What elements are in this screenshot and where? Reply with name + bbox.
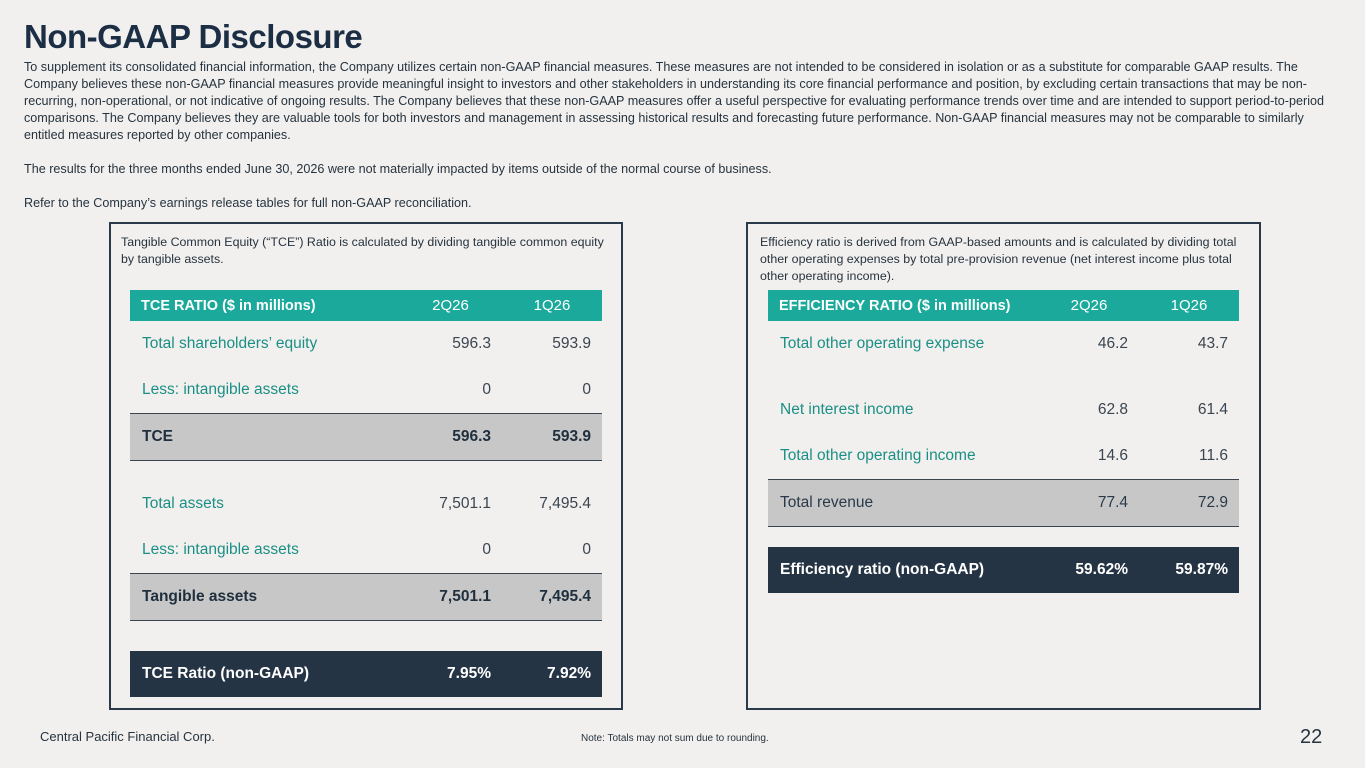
- row-value-1q26: 0: [582, 381, 591, 398]
- table-subtotal-row: [768, 479, 1239, 527]
- table-row: [768, 433, 1239, 479]
- row-value-2q26: 46.2: [1097, 335, 1128, 352]
- row-label: Less: intangible assets: [142, 541, 299, 558]
- row-value-2q26: 14.6: [1097, 447, 1128, 464]
- header-label: TCE RATIO ($ in millions): [141, 297, 316, 314]
- table-row: [768, 321, 1239, 367]
- tce-description: Tangible Common Equity (“TCE”) Ratio is calculated by dividing tangible common equity by tangible assets.: [121, 235, 604, 266]
- row-value-1q26: 59.87%: [1175, 561, 1228, 578]
- intro-paragraph: To supplement its consolidated financial information, the Company utilizes certain non-GAAP financial measures. These measures are not intended to be considered in isolation or as a substitute for comparable GAAP results. The Company believes these non-GAAP financial measures provide meaningful insight to investors and other stakeholders in understanding its core financial performance and position, by excluding certain transactions that may be non-recurring, non-operational, or not indicative of ongoing results. The Company believes that these non-GAAP measures offer a useful perspective for evaluating performance trends over time and are intended to support period-to-period comparisons. The Company believes they are valuable tools for both investors and management in assessing historical results and forecasting future performance. Non-GAAP financial measures may not be comparable to similarly entitled measures reported by other companies.: [24, 60, 1325, 142]
- header-col-2q26: 2Q26: [432, 297, 469, 314]
- page-number: 22: [1300, 726, 1323, 748]
- table-total-row: [768, 547, 1239, 593]
- efficiency-description: Efficiency ratio is derived from GAAP-based amounts and is calculated by dividing total other operating expenses by total pre-provision revenue (net interest income plus total other operating income).: [760, 235, 1237, 283]
- company-name: Central Pacific Financial Corp.: [40, 729, 215, 744]
- row-value-1q26: 7.92%: [547, 665, 591, 682]
- row-value-1q26: 61.4: [1197, 401, 1228, 418]
- intro-paragraph: Refer to the Company’s earnings release tables for full non-GAAP reconciliation.: [24, 196, 472, 210]
- row-value-2q26: 596.3: [452, 335, 491, 352]
- row-label: Total other operating income: [780, 447, 976, 464]
- row-value-1q26: 593.9: [552, 428, 591, 445]
- table-subtotal-row: [130, 413, 602, 461]
- page-title: Non-GAAP Disclosure: [24, 18, 363, 55]
- row-value-2q26: 0: [482, 541, 491, 558]
- table-header: [768, 290, 1239, 321]
- row-label: TCE Ratio (non-GAAP): [142, 665, 310, 682]
- row-value-1q26: 7,495.4: [539, 495, 591, 512]
- header-col-1q26: 1Q26: [533, 297, 571, 314]
- row-value-1q26: 7,495.4: [539, 588, 591, 605]
- intro-text: [24, 59, 1344, 229]
- table-header: [130, 290, 602, 321]
- header-label: EFFICIENCY RATIO ($ in millions): [779, 297, 1011, 314]
- tce-panel: [109, 222, 623, 710]
- table-total-row: [130, 651, 602, 697]
- table-row: [768, 387, 1239, 433]
- table-row: [130, 481, 602, 527]
- intro-paragraph: The results for the three months ended June 30, 2026 were not materially impacted by items outside of the normal course of business.: [24, 162, 772, 176]
- row-label: Tangible assets: [130, 588, 399, 606]
- row-value-2q26: 7.95%: [447, 665, 491, 682]
- row-value-2q26: 596.3: [452, 428, 491, 445]
- row-value-1q26: 593.9: [552, 335, 591, 352]
- header-col-2q26: 2Q26: [1070, 297, 1108, 314]
- row-label: Total revenue: [768, 494, 1039, 512]
- table-row: [130, 367, 602, 413]
- row-value-1q26: 43.7: [1197, 335, 1228, 352]
- table-row: [130, 321, 602, 367]
- table-row: [130, 527, 602, 573]
- row-label: Total other operating expense: [780, 335, 985, 352]
- row-label: Total shareholders’ equity: [142, 335, 318, 352]
- efficiency-table: [768, 290, 1239, 593]
- row-value-2q26: 62.8: [1097, 401, 1128, 418]
- row-value-2q26: 7,501.1: [439, 588, 491, 605]
- row-value-2q26: 77.4: [1097, 494, 1128, 511]
- table-subtotal-row: [130, 573, 602, 621]
- row-label: Efficiency ratio (non-GAAP): [780, 561, 985, 578]
- efficiency-panel: [746, 222, 1261, 710]
- row-value-1q26: 0: [582, 541, 591, 558]
- row-label: Less: intangible assets: [142, 381, 299, 398]
- row-value-2q26: 7,501.1: [439, 495, 491, 512]
- row-label: Net interest income: [780, 401, 914, 418]
- header-col-1q26: 1Q26: [1170, 297, 1208, 314]
- row-label: Total assets: [142, 495, 224, 512]
- row-value-2q26: 59.62%: [1075, 561, 1128, 578]
- row-label: TCE: [130, 428, 399, 446]
- footnote: Note: Totals may not sum due to rounding.: [581, 733, 769, 744]
- row-value-1q26: 11.6: [1198, 447, 1228, 464]
- tce-table: [130, 290, 602, 697]
- row-value-1q26: 72.9: [1197, 494, 1228, 511]
- row-value-2q26: 0: [482, 381, 491, 398]
